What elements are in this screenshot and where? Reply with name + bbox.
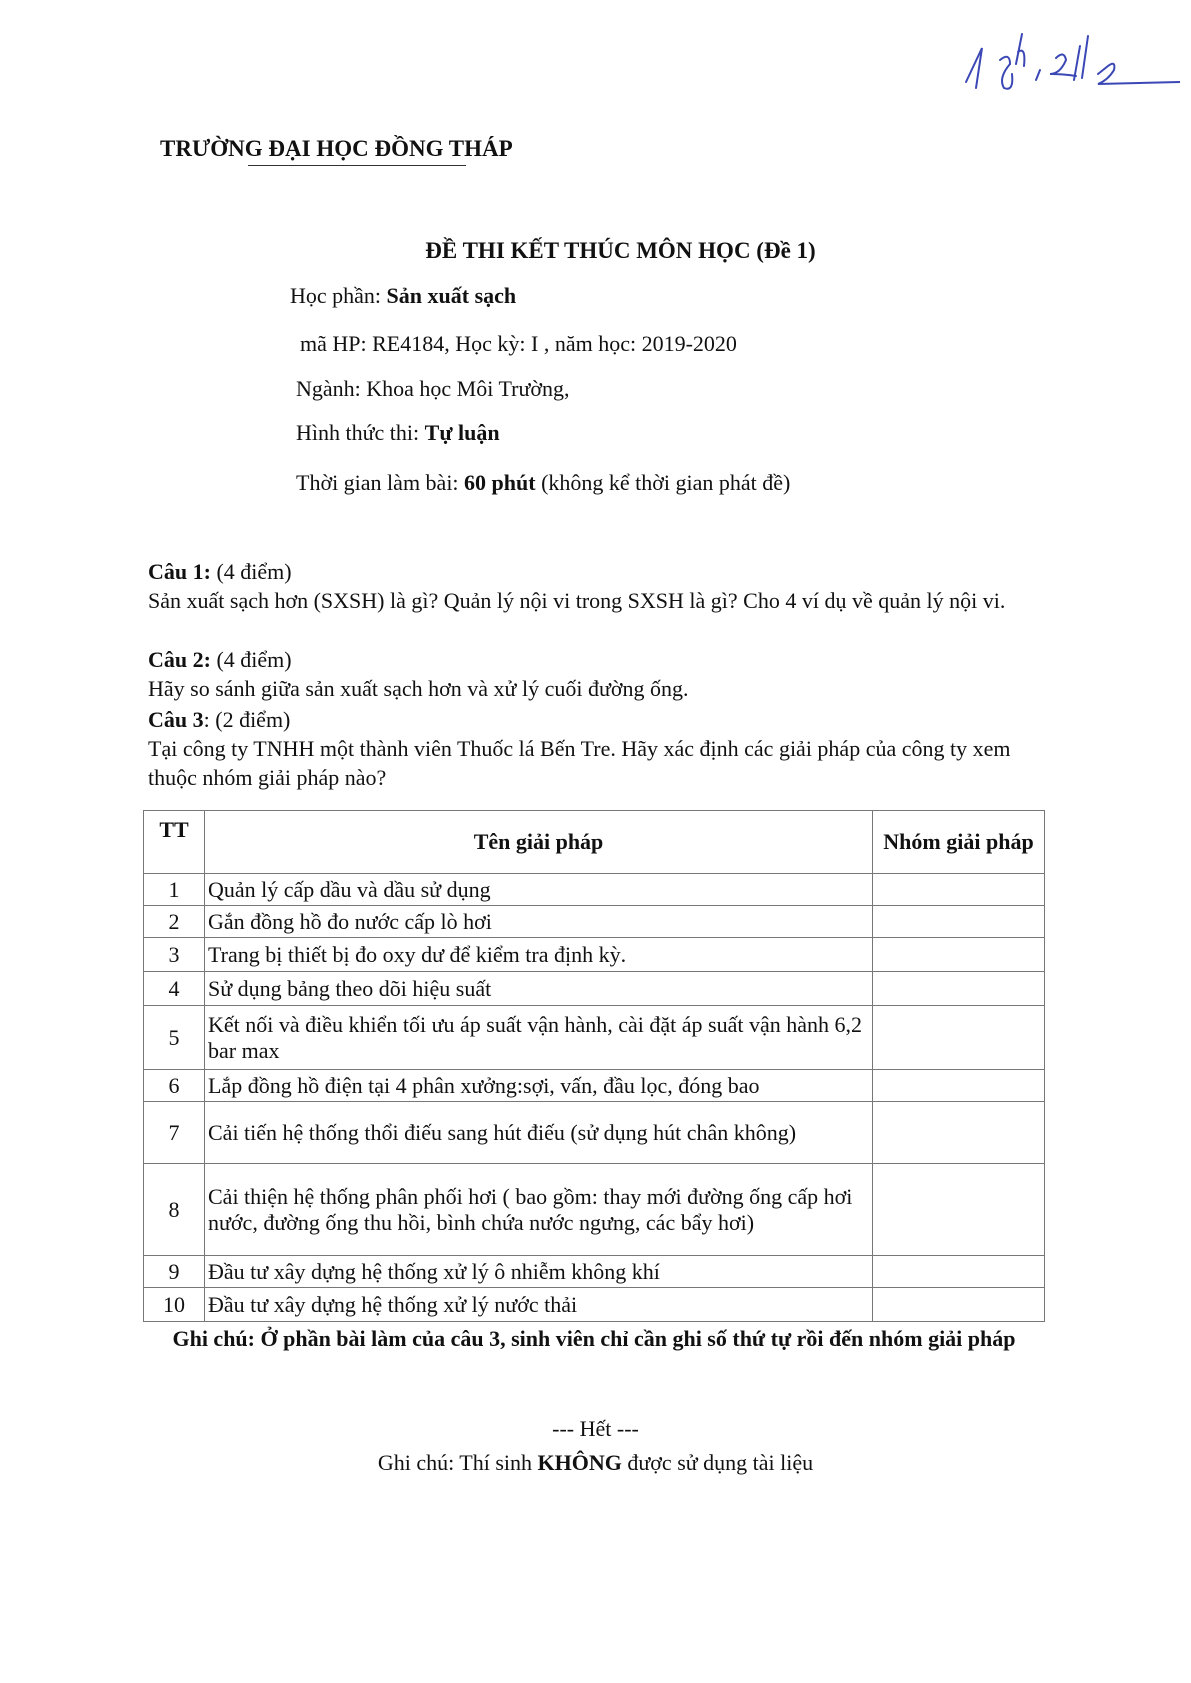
footer-suffix: được sử dụng tài liệu: [621, 1450, 814, 1475]
solution-name: Đầu tư xây dựng hệ thống xử lý nước thải: [205, 1288, 873, 1322]
solution-group-cell[interactable]: [873, 906, 1045, 938]
row-number: 6: [144, 1070, 205, 1102]
table-row: [144, 1288, 1045, 1322]
question-2: [148, 645, 1058, 703]
row-number: 8: [144, 1164, 205, 1256]
question-points: (4 điểm): [210, 559, 292, 584]
table-row: [144, 972, 1045, 1006]
question-text: Sản xuất sạch hơn (SXSH) là gì? Quản lý nội vi trong SXSH là gì? Cho 4 ví dụ về quản lý nội vi.: [148, 588, 1006, 613]
row-number: 1: [144, 874, 205, 906]
solutions-table: [143, 810, 1045, 1322]
solution-group-cell[interactable]: [873, 1164, 1045, 1256]
solution-group-cell[interactable]: [873, 1256, 1045, 1288]
solution-name: Cải thiện hệ thống phân phối hơi ( bao gồm: thay mới đường ống cấp hơi nước, đường ống thu hồi, bình chứa nước ngưng, các bẩy hơi): [205, 1164, 873, 1256]
question-label: Câu 1:: [148, 559, 211, 584]
table-row: [144, 1070, 1045, 1102]
row-number: 10: [144, 1288, 205, 1322]
exam-title: ĐỀ THI KẾT THÚC MÔN HỌC (Đề 1): [425, 238, 816, 263]
row-number: 9: [144, 1256, 205, 1288]
footer-note: [0, 1450, 1191, 1476]
question-points: : (2 điểm): [203, 707, 291, 732]
header-tt: TT: [144, 811, 205, 874]
course-value: Sản xuất sạch: [386, 283, 517, 308]
table-header-row: [144, 811, 1045, 874]
question-text: Tại công ty TNHH một thành viên Thuốc lá Bến Tre. Hãy xác định các giải pháp của công ty xem thuộc nhóm giải pháp nào?: [148, 736, 1011, 790]
end-mark: --- Hết ---: [552, 1416, 639, 1441]
row-number: 3: [144, 938, 205, 972]
table-row: [144, 938, 1045, 972]
major-line: Ngành: Khoa học Môi Trường,: [296, 376, 570, 401]
solution-name: Lắp đồng hồ điện tại 4 phân xưởng:sợi, vấn, đầu lọc, đóng bao: [205, 1070, 873, 1102]
solution-name: Kết nối và điều khiển tối ưu áp suất vận hành, cài đặt áp suất vận hành 6,2 bar max: [205, 1006, 873, 1070]
code-line: mã HP: RE4184, Học kỳ: I , năm học: 2019-2020: [300, 331, 737, 356]
solution-name: Trang bị thiết bị đo oxy dư để kiểm tra định kỳ.: [205, 938, 873, 972]
table-row: [144, 906, 1045, 938]
form-value: Tự luận: [424, 420, 500, 445]
course-label: Học phần:: [290, 283, 387, 308]
table-note: Ghi chú: Ở phần bài làm của câu 3, sinh viên chỉ cần ghi số thứ tự rồi đến nhóm giải pháp: [172, 1326, 1016, 1351]
table-row: [144, 1164, 1045, 1256]
time-value: 60 phút: [464, 470, 536, 495]
solution-group-cell[interactable]: [873, 874, 1045, 906]
form-label: Hình thức thi:: [296, 420, 425, 445]
school-underline: [248, 165, 466, 166]
question-1: [148, 557, 1058, 615]
header-name: Tên giải pháp: [205, 811, 873, 874]
time-line: [296, 470, 790, 496]
time-suffix: (không kể thời gian phát đề): [535, 470, 791, 495]
question-3: [148, 705, 1058, 792]
table-row: [144, 1256, 1045, 1288]
row-number: 7: [144, 1102, 205, 1164]
solution-name: Quản lý cấp dầu và dầu sử dụng: [205, 874, 873, 906]
footer-bold: KHÔNG: [537, 1450, 622, 1475]
question-points: (4 điểm): [210, 647, 292, 672]
solution-group-cell[interactable]: [873, 1102, 1045, 1164]
footer-prefix: Ghi chú: Thí sinh: [377, 1450, 538, 1475]
row-number: 2: [144, 906, 205, 938]
time-label: Thời gian làm bài:: [296, 470, 465, 495]
row-number: 5: [144, 1006, 205, 1070]
question-label: Câu 2:: [148, 647, 211, 672]
question-label: Câu 3: [148, 707, 204, 732]
row-number: 4: [144, 972, 205, 1006]
solution-name: Sử dụng bảng theo dõi hiệu suất: [205, 972, 873, 1006]
solution-group-cell[interactable]: [873, 1006, 1045, 1070]
solution-name: Cải tiến hệ thống thổi điếu sang hút điếu (sử dụng hút chân không): [205, 1102, 873, 1164]
table-row: [144, 1102, 1045, 1164]
question-text: Hãy so sánh giữa sản xuất sạch hơn và xử lý cuối đường ống.: [148, 676, 689, 701]
table-row: [144, 874, 1045, 906]
handwritten-annotation: [960, 30, 1180, 110]
solution-name: Gắn đồng hồ đo nước cấp lò hơi: [205, 906, 873, 938]
solution-group-cell[interactable]: [873, 1070, 1045, 1102]
header-group: Nhóm giải pháp: [873, 811, 1045, 874]
solution-group-cell[interactable]: [873, 938, 1045, 972]
school-name: TRƯỜNG ĐẠI HỌC ĐỒNG THÁP: [160, 136, 513, 161]
course-line: [290, 283, 516, 309]
solution-name: Đầu tư xây dựng hệ thống xử lý ô nhiễm không khí: [205, 1256, 873, 1288]
solution-group-cell[interactable]: [873, 972, 1045, 1006]
form-line: [296, 420, 500, 446]
table-row: [144, 1006, 1045, 1070]
solution-group-cell[interactable]: [873, 1288, 1045, 1322]
